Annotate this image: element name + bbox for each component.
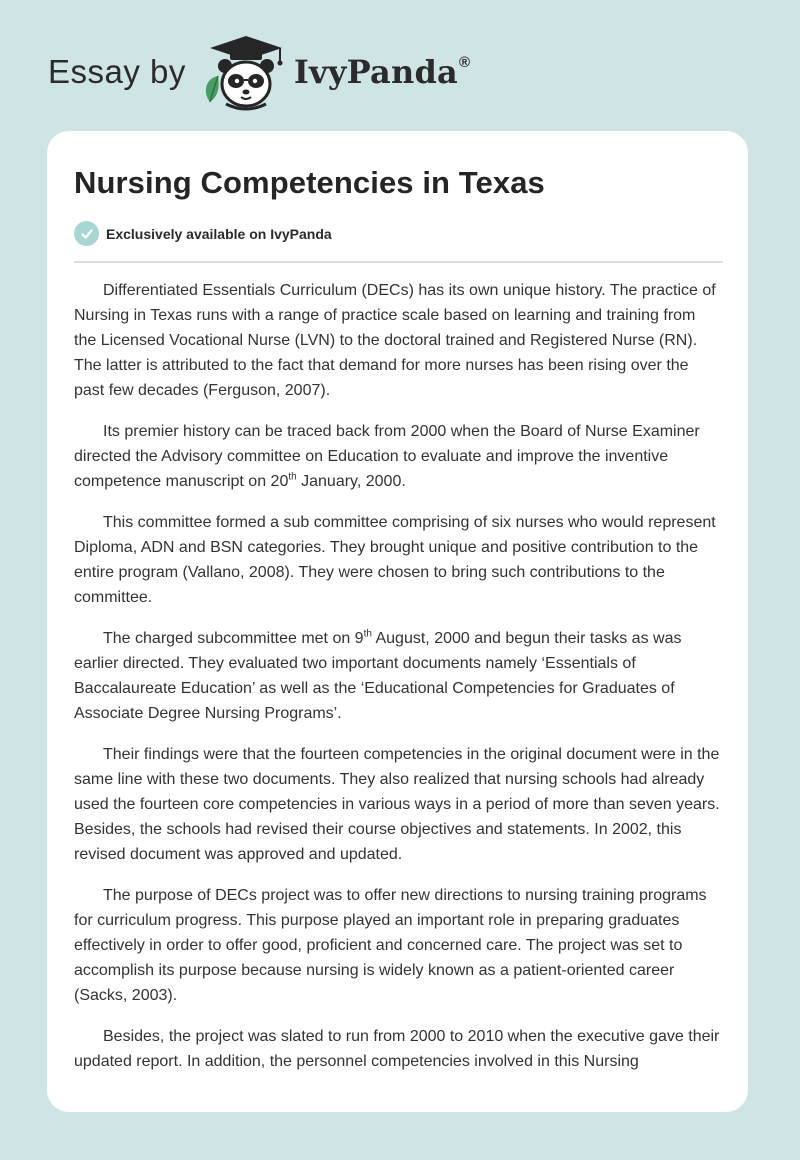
brand-name: IvyPanda xyxy=(293,53,458,91)
exclusive-badge-label: Exclusively available on IvyPanda xyxy=(106,225,332,242)
panda-logo-icon xyxy=(196,32,292,112)
paragraph: The purpose of DECs project was to offer new directions to nursing training programs for curriculum progress. This purpose played an important role in preparing graduates effectively in order to offer good, proficient and concerned care. The project was set to accomplish its purpose because nursing is widely known as a patient-oriented career (Sacks, 2003). xyxy=(74,887,707,1004)
brand-header xyxy=(48,32,470,112)
essay-card xyxy=(47,131,748,1112)
paragraph: Their findings were that the fourteen competencies in the original document were in the same line with these two documents. They also realized that nursing schools had already used the fourteen core competencies in various ways in a period of more than seven years. Besides, the schools had revised their course objectives and statements. In 2002, this revised document was approved and updated. xyxy=(74,746,720,863)
registered-mark: ® xyxy=(458,54,471,71)
paragraph: Differentiated Essentials Curriculum (DECs) has its own unique history. The practice of Nursing in Texas runs with a range of practice scale based on learning and training from the Licensed Vocational Nurse (LVN) to the doctoral trained and Registered Nurse (RN). The latter is attributed to the fact that demand for more nurses has been rising over the past few decades (Ferguson, 2007). xyxy=(74,282,716,399)
essay-title: Nursing Competencies in Texas xyxy=(74,165,545,200)
paragraph: This committee formed a sub committee comprising of six nurses who would represent Diploma, ADN and BSN categories. They brought unique and positive contribution to the entire program (Vallano, 2008). They were chosen to bring such contributions to the committee. xyxy=(74,514,716,606)
paragraph: Besides, the project was slated to run from 2000 to 2010 when the executive gave their updated report. In addition, the personnel competencies involved in this Nursing xyxy=(74,1028,720,1070)
brand-prefix: Essay by xyxy=(48,53,186,90)
exclusive-badge xyxy=(74,221,332,246)
check-icon xyxy=(74,221,99,246)
essay-body xyxy=(74,278,722,1090)
paragraph: The charged subcommittee met on 9th August, 2000 and begun their tasks as was earlier directed. They evaluated two important documents namely ‘Essentials of Baccalaureate Education’ as well as the ‘Educational Competencies for Graduates of Associate Degree Nursing Programs’. xyxy=(74,628,682,722)
paragraph: Its premier history can be traced back from 2000 when the Board of Nurse Examiner directed the Advisory committee on Education to evaluate and improve the inventive competence manuscript on 20th January, 2000. xyxy=(74,423,700,490)
header-divider xyxy=(74,261,723,263)
